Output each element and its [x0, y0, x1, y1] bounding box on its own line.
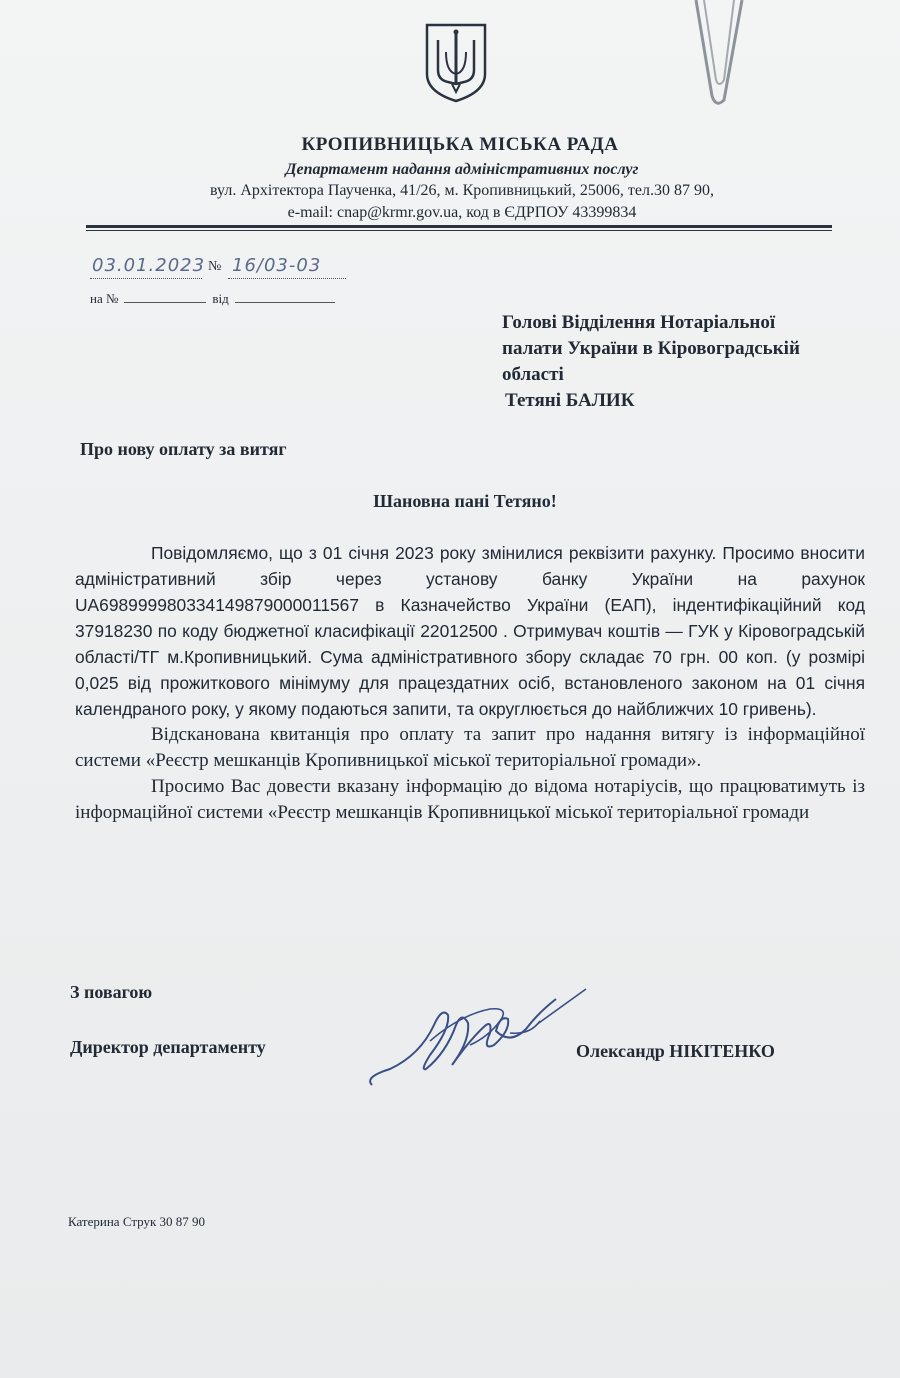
body-paragraph-2: Відсканована квитанція про оплату та запит про надання витягу із інформаційної системи «Реєстр мешканців Кропивницької міської територіальної громади».	[75, 724, 865, 771]
addressee-name: Тетяні БАЛИК	[505, 390, 635, 411]
addressee-line-2: палати України в Кіровоградській	[502, 338, 800, 359]
handwritten-signature	[360, 985, 600, 1105]
addressee-block	[502, 310, 882, 414]
signer-position: Директор департаменту	[70, 1037, 266, 1057]
header-rule-thin	[86, 230, 832, 231]
body-paragraph-3: Просимо Вас довести вказану інформацію до відома нотаріусів, що працюватимуть із інформаційної системи «Реєстр мешканців Кропивницької міської територіальної громади	[75, 776, 865, 823]
addressee-line-1: Голові Відділення Нотаріальної	[502, 312, 776, 333]
outgoing-number: 16/03-03	[232, 255, 322, 276]
letter-subject: Про нову оплату за витяг	[80, 439, 287, 459]
number-underline	[228, 278, 346, 279]
executor-contact: Катерина Струк 30 87 90	[68, 1214, 206, 1229]
reference-line	[90, 291, 341, 307]
department-name: Департамент надання адміністративних послуг	[285, 161, 639, 178]
paper-clip-icon	[688, 0, 748, 110]
council-name: КРОПИВНИЦЬКА МІСЬКА РАДА	[301, 134, 619, 155]
department-contacts: e-mail: cnap@krmr.gov.ua, код в ЄДРПОУ 43399834	[287, 204, 637, 221]
ref-date-blank	[235, 302, 335, 303]
ref-number-blank	[124, 302, 206, 303]
outgoing-number-label: №	[208, 259, 222, 274]
salutation: Шановна пані Тетяно!	[373, 491, 557, 511]
ref-prefix: на №	[90, 291, 119, 306]
addressee-line-3: області	[502, 364, 564, 385]
department-address: вул. Архітектора Паученка, 41/26, м. Кропивницький, 25006, тел.30 87 90,	[210, 182, 714, 199]
signer-name: Олександр НІКІТЕНКО	[576, 1041, 775, 1061]
outgoing-date: 03.01.2023	[92, 255, 206, 276]
header-rule-thick	[86, 225, 832, 228]
closing-phrase: З повагою	[70, 982, 153, 1002]
letter-body	[75, 540, 865, 826]
ref-from: від	[212, 291, 229, 306]
trident-coat-of-arms-icon	[424, 22, 488, 104]
date-underline	[90, 278, 202, 279]
body-paragraph-1: Повідомляємо, що з 01 січня 2023 року змінилися реквізити рахунку. Просимо вносити адміністративний збір через установу банку України на рахунок UA698999980334149879000011567 в Казначейство України (ЕАП), індентифікаційний код 37918230 по коду бюджетної класифікації 22012500 . Отримувач коштів — ГУК у Кіровоградській області/ТГ м.Кропивницький. Сума адміністративного збору складає 70 грн. 00 коп. (у розмірі 0,025 від прожиткового мінімуму для працездатних осіб, встановленого законом на 01 січня календраного року, у якому подаються запити, та округлюється до найближчих 10 гривень).	[75, 543, 865, 719]
